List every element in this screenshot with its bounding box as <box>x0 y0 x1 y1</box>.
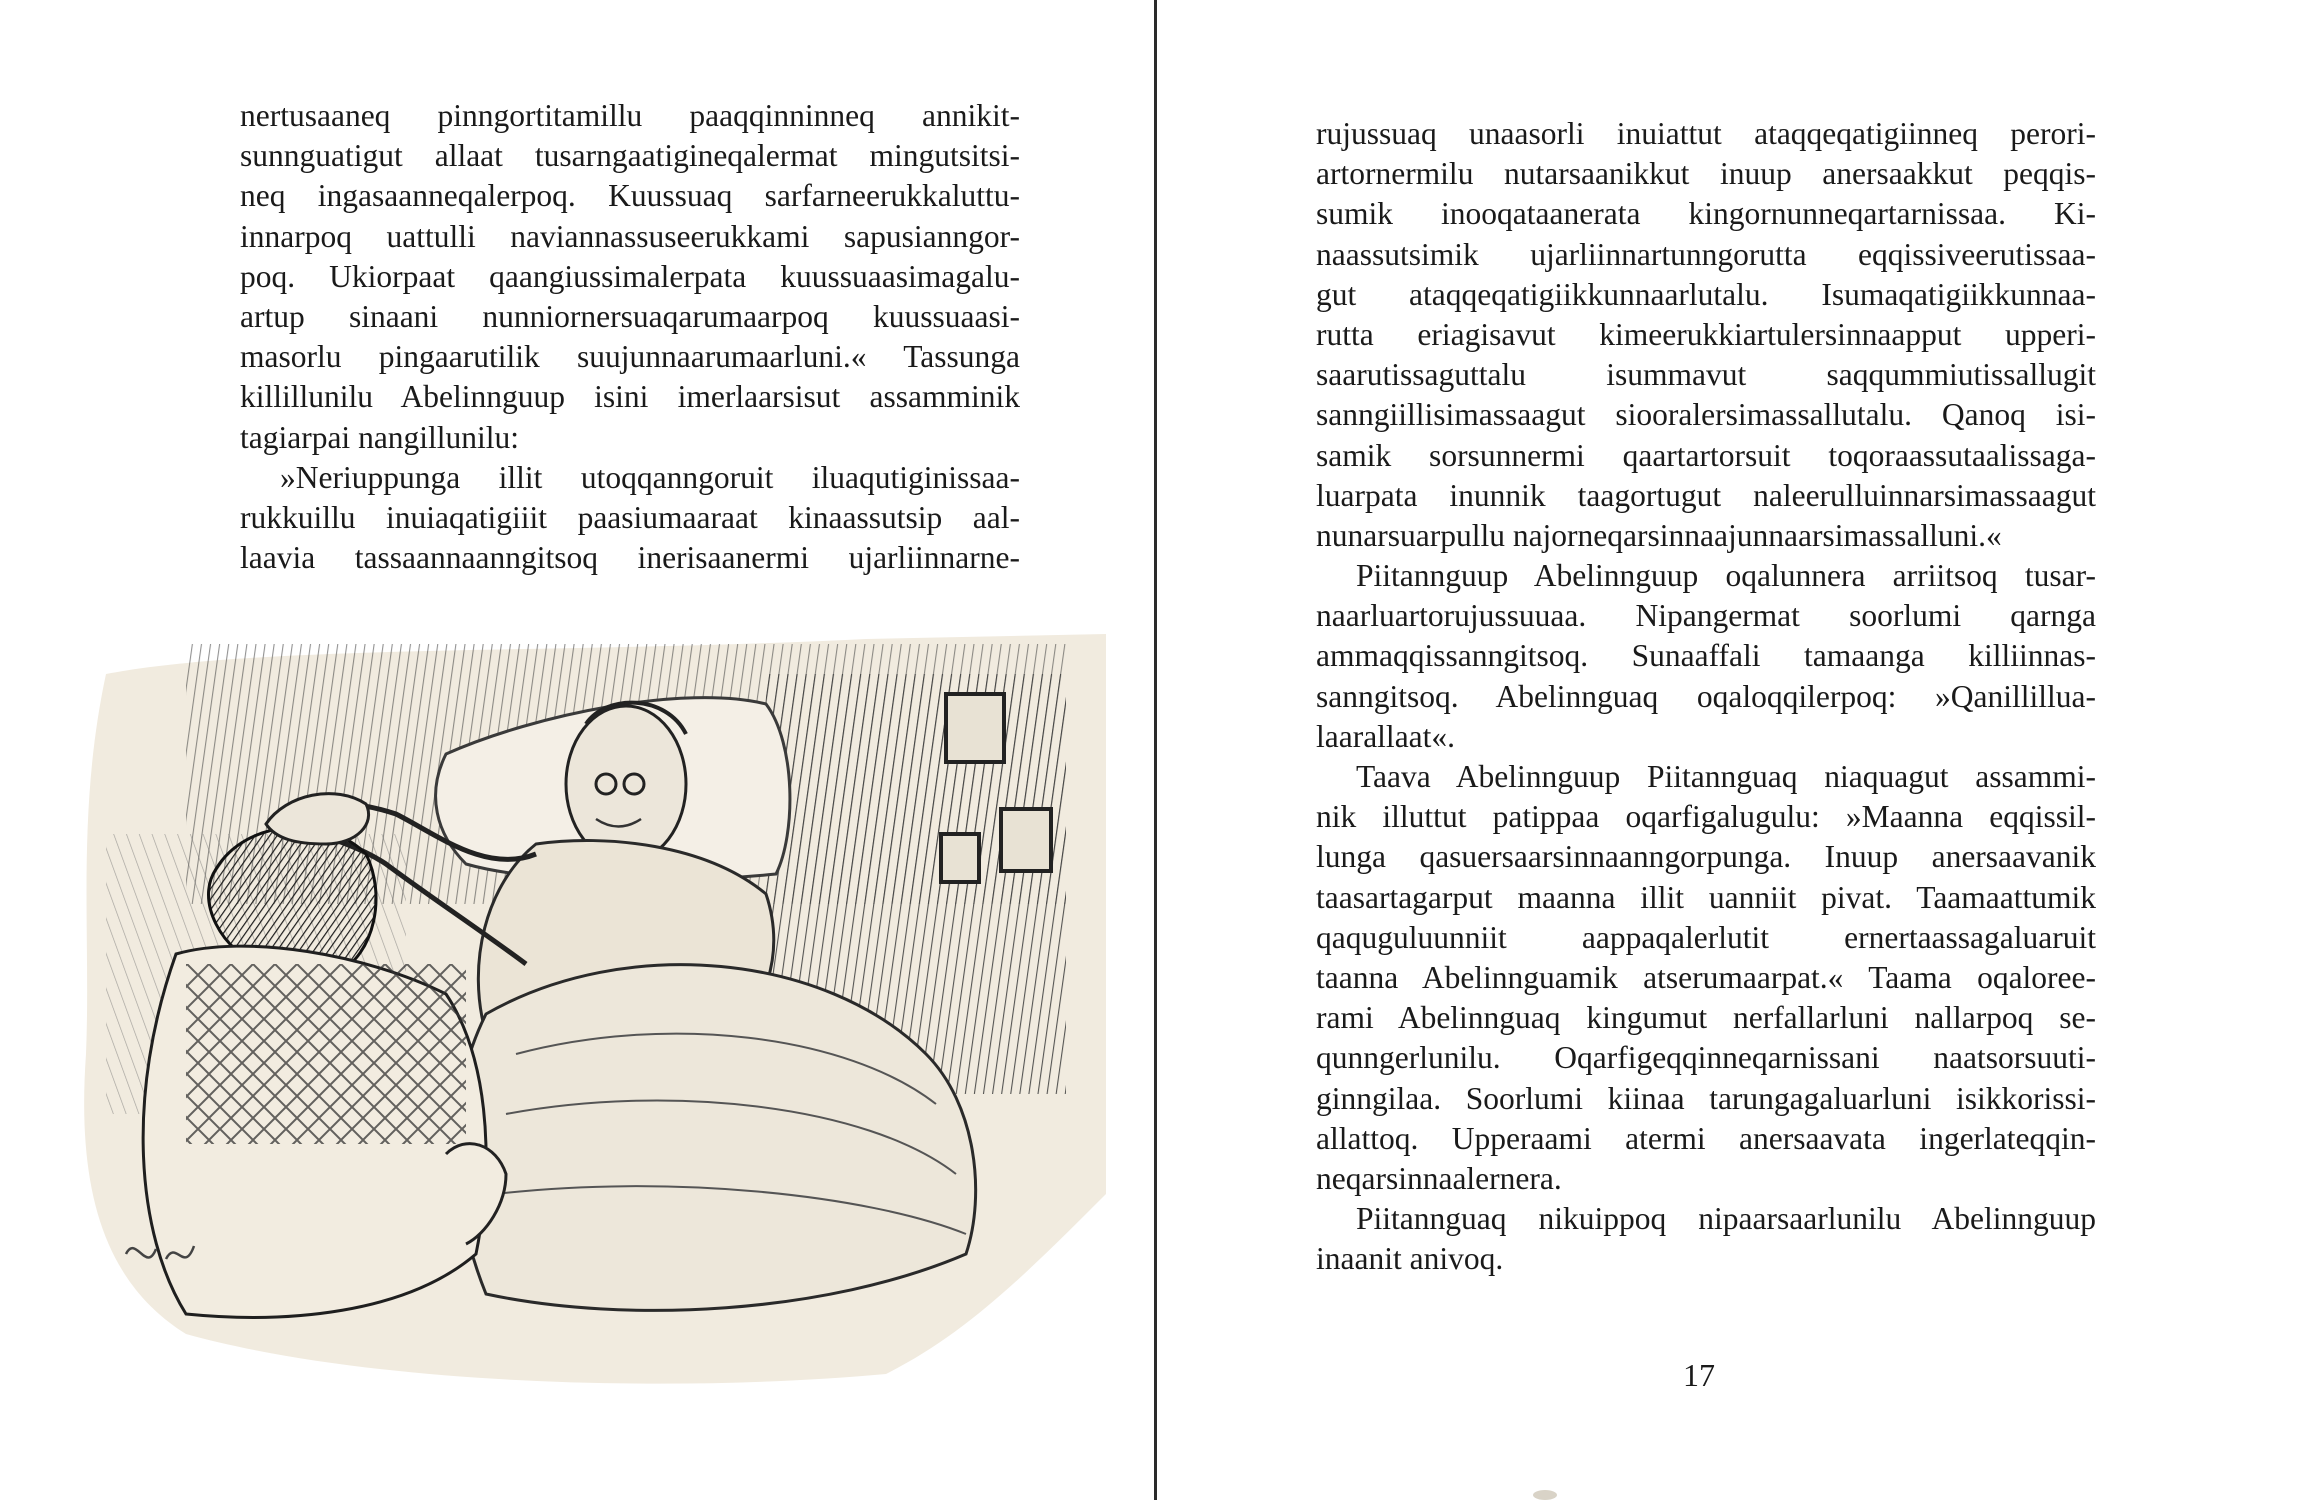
text-line: nertusaaneq pinngortitamillu paaqqinninneq annikit- <box>240 98 1020 133</box>
text-line: laarallaat«. <box>1316 718 1456 754</box>
text-line: nik illuttut patippaa oqarfigalugulu: »Maanna eqqissil- <box>1316 799 2096 835</box>
text-line: taanna Abelinnguamik atserumaarpat.« Taama oqaloree- <box>1316 959 2096 995</box>
text-line: taasartagarput maanna illit uanniit pivat. Taamaattumik <box>1316 879 2096 915</box>
text-line: rukkuillu inuiaqatigiiit paasiumaaraat kinaassutsip aal- <box>240 499 1020 535</box>
text-line: Piitannguaq nikuippoq nipaarsaarlunilu Abelinnguup <box>1356 1201 2096 1237</box>
text-line: luarpata inunnik taagortugut naleerulluinnarsimassaagut <box>1316 477 2096 513</box>
text-line: ginngilaa. Soorlumi kiinaa tarungagaluarluni isikkorissi- <box>1316 1080 2096 1116</box>
text-line: naassutsimik ujarliinnartunngorutta eqqissiveerutissaa- <box>1316 236 2096 272</box>
right-page-text <box>1316 114 2096 1279</box>
text-line: rami Abelinnguaq kingumut nerfallarluni nallarpoq se- <box>1316 1000 2096 1036</box>
text-line: sumik inooqataanerata kingornunneqartarnissaa. Ki- <box>1316 196 2096 232</box>
wall-picture-frame <box>946 694 1004 762</box>
text-line: innarpoq uattulli naviannassuseerukkami sapusianngor- <box>240 218 1020 254</box>
page-number: 17 <box>1683 1357 1715 1393</box>
text-line: sanngiillisimassaagut siooralersimassallutalu. Qanoq isi- <box>1316 397 2096 433</box>
wall-picture-frame <box>1001 809 1051 871</box>
text-line: laavia tassaannaanngitsoq inerisaanermi ujarliinnarne- <box>240 540 1020 576</box>
paper-smudge <box>1530 1485 1560 1500</box>
text-line: sunnguatigut allaat tusarngaatigineqalermat mingutsitsi- <box>240 138 1020 174</box>
text-line: saarutissaguttalu isummavut saqqummiutissallugit <box>1316 357 2096 393</box>
bedside-illustration <box>66 634 1106 1394</box>
page-gutter <box>1154 0 1157 1500</box>
text-line: qaquguluunniit aappaqalerlutit ernertaassagaluaruit <box>1316 919 2096 955</box>
text-line: Piitannguup Abelinnguup oqalunnera arriitsoq tusar- <box>1356 558 2096 594</box>
left-page-text <box>240 96 1020 578</box>
text-line: Taava Abelinnguup Piitannguaq niaquagut assammi- <box>1356 759 2096 794</box>
text-line: naarluartorujussuuaa. Nipangermat soorlumi qarnga <box>1316 598 2096 634</box>
text-line: rutta eriagisavut kimeerukkiartulersinnaapput upperi- <box>1316 316 2096 352</box>
text-line: qunngerlunilu. Oqarfigeqqinneqarnissani naatsorsuuti- <box>1316 1040 2096 1076</box>
old-man-head <box>566 706 686 862</box>
text-line: killillunilu Abelinnguup isini imerlaarsisut assamminik <box>240 379 1020 415</box>
text-line: masorlu pingaarutilik suujunnaarumaarluni.« Tassunga <box>240 339 1020 375</box>
text-line: neq ingasaanneqalerpoq. Kuussuaq sarfarneerukkaluttu- <box>240 178 1020 214</box>
text-line: allattoq. Upperaami atermi anersaavata ingerlateqqin- <box>1316 1120 2096 1156</box>
wall-picture-frame <box>941 834 979 882</box>
text-line: inaanit anivoq. <box>1316 1241 1504 1277</box>
text-line: rujussuaq unaasorli inuiattut ataqqeqatigiinneq perori- <box>1316 116 2096 151</box>
text-line: samik sorsunnermi qaartartorsuit toqoraassutaalissaga- <box>1316 437 2096 473</box>
text-line: artup sinaani nunniornersuaqarumaarpoq kuussuaasi- <box>240 298 1020 334</box>
text-line: ammaqqissanngitsoq. Sunaaffali tamaanga killiinnas- <box>1316 638 2096 674</box>
text-line: sanngitsoq. Abelinnguaq oqaloqqilerpoq: »Qanillillua- <box>1316 678 2096 714</box>
text-line: neqarsinnaalernera. <box>1316 1160 1562 1196</box>
text-line: »Neriuppunga illit utoqqanngoruit iluaqutiginissaa- <box>280 459 1020 495</box>
text-line: poq. Ukiorpaat qaangiussimalerpata kuussuaasimagalu- <box>240 258 1020 294</box>
text-line: nunarsuarpullu najorneqarsinnaajunnaarsimassalluni.« <box>1316 517 2002 553</box>
text-line: lunga qasuersaarsinnaanngorpunga. Inuup anersaavanik <box>1316 839 2096 875</box>
text-line: artornermilu nutarsaanikkut inuup anersaakkut peqqis- <box>1316 156 2096 192</box>
text-line: gut ataqqeqatigiikkunnaarlutalu. Isumaqatigiikkunnaa- <box>1316 276 2096 312</box>
text-line: tagiarpai nangillunilu: <box>240 419 520 455</box>
